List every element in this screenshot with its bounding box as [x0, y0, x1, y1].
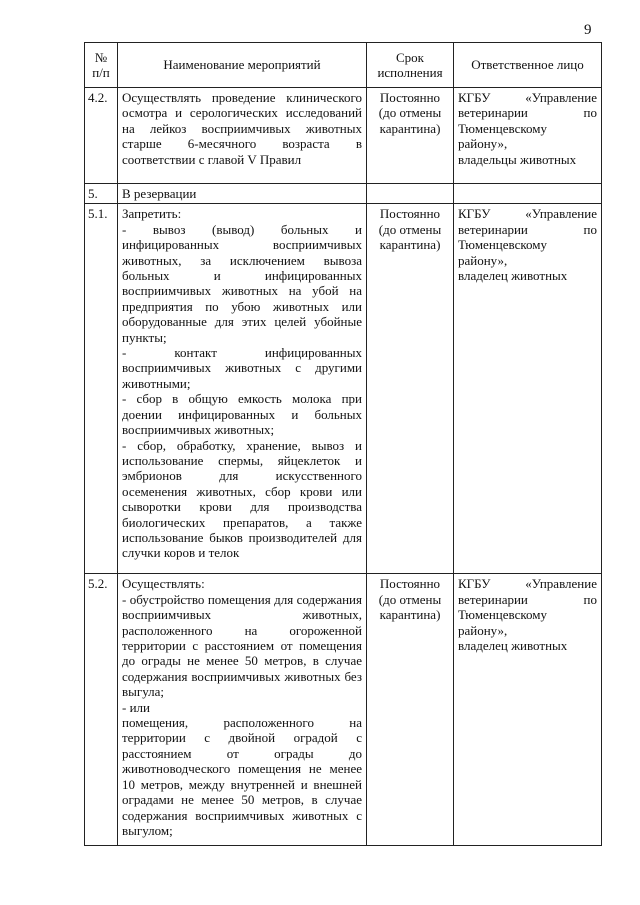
page-number: 9 [584, 22, 592, 38]
row-responsible [454, 184, 602, 204]
row-term: Постоянно (до отмены карантина) [367, 88, 454, 184]
row-number: 5.2. [85, 574, 118, 846]
header-number: № п/п [85, 43, 118, 88]
row-measure-text: Осуществлять: - обустройство помещения для содержания восприимчивых животных, расположенного на огороженной территории с расстоянием от помещения до ограды не менее 50 метров, в случае содержания восприимчивых животных без выгула; - или помещения, расположенного на территории с двойной оградой с расстоянием от ограды до животноводческого помещения не менее 10 метров, между внутренней и внешней оградами не менее 50 метров, в случае содержания восприимчивых животных с выгулом; [118, 574, 367, 846]
table-row [85, 184, 602, 204]
row-responsible: КГБУ «Управление ветеринарии по Тюменцевскому району», владельцы животных [454, 88, 602, 184]
table-row [85, 204, 602, 574]
measures-table [84, 42, 602, 846]
row-number: 5.1. [85, 204, 118, 574]
row-responsible: КГБУ «Управление ветеринарии по Тюменцевскому району», владелец животных [454, 204, 602, 574]
row-number: 5. [85, 184, 118, 204]
row-measure-text: В резервации [118, 184, 367, 204]
table-row [85, 88, 602, 184]
row-measure-text: Запретить: - вывоз (вывод) больных и инфицированных восприимчивых животных, за исключением вывоза больных и инфицированных восприимчивых животных на убой на предприятия по убою животных или оборудованные для этих целей убойные пункты; - контакт инфицированных восприимчивых животных с другими животными; - сбор в общую емкость молока при доении инфицированных и больных восприимчивых животных; - сбор, обработку, хранение, вывоз и использование спермы, яйцеклеток и эмбрионов для искусственного осеменения животных, сбор крови или сыворотки крови для производства биологических препаратов, а также использование быков производителей для случки коров и телок [118, 204, 367, 574]
row-number: 4.2. [85, 88, 118, 184]
row-term: Постоянно (до отмены карантина) [367, 574, 454, 846]
table-header-row [85, 43, 602, 88]
row-responsible: КГБУ «Управление ветеринарии по Тюменцевскому району», владелец животных [454, 574, 602, 846]
row-measure-text: Осуществлять проведение клинического осмотра и серологических исследований на лейкоз восприимчивых животных старше 6-месячного возраста в соответствии с главой V Правил [118, 88, 367, 184]
header-responsible: Ответственное лицо [454, 43, 602, 88]
table-row [85, 574, 602, 846]
row-term: Постоянно (до отмены карантина) [367, 204, 454, 574]
header-term: Срок исполнения [367, 43, 454, 88]
header-measure-name: Наименование мероприятий [118, 43, 367, 88]
row-term [367, 184, 454, 204]
